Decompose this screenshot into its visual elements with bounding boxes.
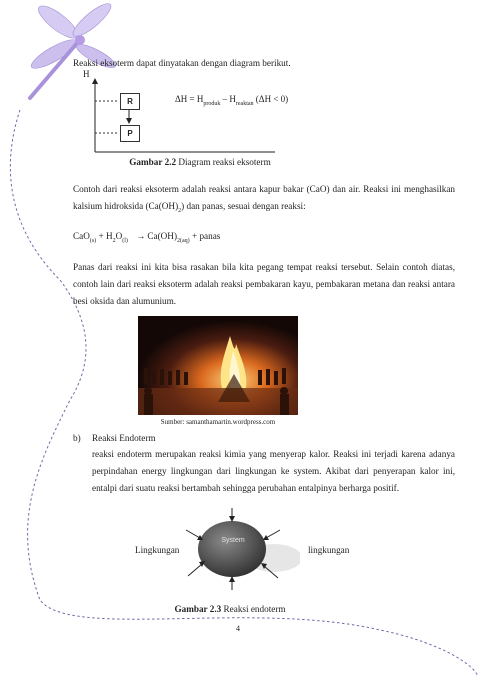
- surroundings-right-label: lingkungan: [308, 545, 350, 555]
- reaction-equation: $CaO_{(s)} + H_2O_{(l)} \to Ca(OH)_{2(aq)}$ + panas: [73, 231, 221, 244]
- figure-caption-2-2: Gambar 2.2 Diagram reaksi eksoterm: [129, 157, 271, 167]
- surroundings-left-label: Lingkungan: [135, 545, 180, 555]
- enthalpy-equation: $\Delta H = H_{produk} - H_{reaktan}$ (ΔH < 0): [175, 94, 289, 107]
- system-label: System: [221, 537, 245, 544]
- product-box: P: [120, 125, 140, 142]
- reactant-box: R: [120, 93, 140, 110]
- intro-text: Reaksi eksoterm dapat dinyatakan dengan diagram berikut.: [73, 58, 291, 68]
- section-title: Reaksi Endoterm: [92, 433, 156, 443]
- photo-source-caption: Sumber: samanthamartin.wordpress.com: [160, 418, 276, 426]
- enthalpy-axis-label: H: [83, 69, 90, 79]
- section-letter: b): [73, 433, 81, 443]
- paragraph-exotherm-example: Contoh dari reaksi eksoterm adalah reaksi antara kapur bakar (CaO) dan air. Reaksi ini menghasilkan kalsium hidroksida $(Ca(OH)_2)$ dan panas, sesuai dengan reaksi:: [73, 184, 455, 214]
- endotherm-diagram: [180, 506, 300, 592]
- reaction-arrow-icon: →: [136, 231, 146, 241]
- paragraph-heat-examples: Panas dari reaksi ini kita bisa rasakan bila kita pegang tempat reaksi tersebut. Selain contoh diatas, contoh lain dari reaksi eksoterm adalah reaksi pembakaran kayu, pembakaran metana dan reaksi antara besi oksida dan alumunium.: [73, 262, 455, 307]
- bonfire-photo: [138, 316, 298, 415]
- page-number: 4: [236, 624, 240, 633]
- figure-caption-2-3: Gambar 2.3 Reaksi endoterm: [174, 604, 286, 614]
- diagram-axes: [85, 78, 285, 154]
- paragraph-endotherm: reaksi endoterm merupakan reaksi kimia yang menyerap kalor. Reaksi ini terjadi karena adanya perpindahan energy lingkungan dari lingkungan ke system. Akibat dari penyerapan kalor ini, entalpi dari suatu reaksi bertambah sehingga perubahan entalpinya berharga positif.: [92, 449, 455, 494]
